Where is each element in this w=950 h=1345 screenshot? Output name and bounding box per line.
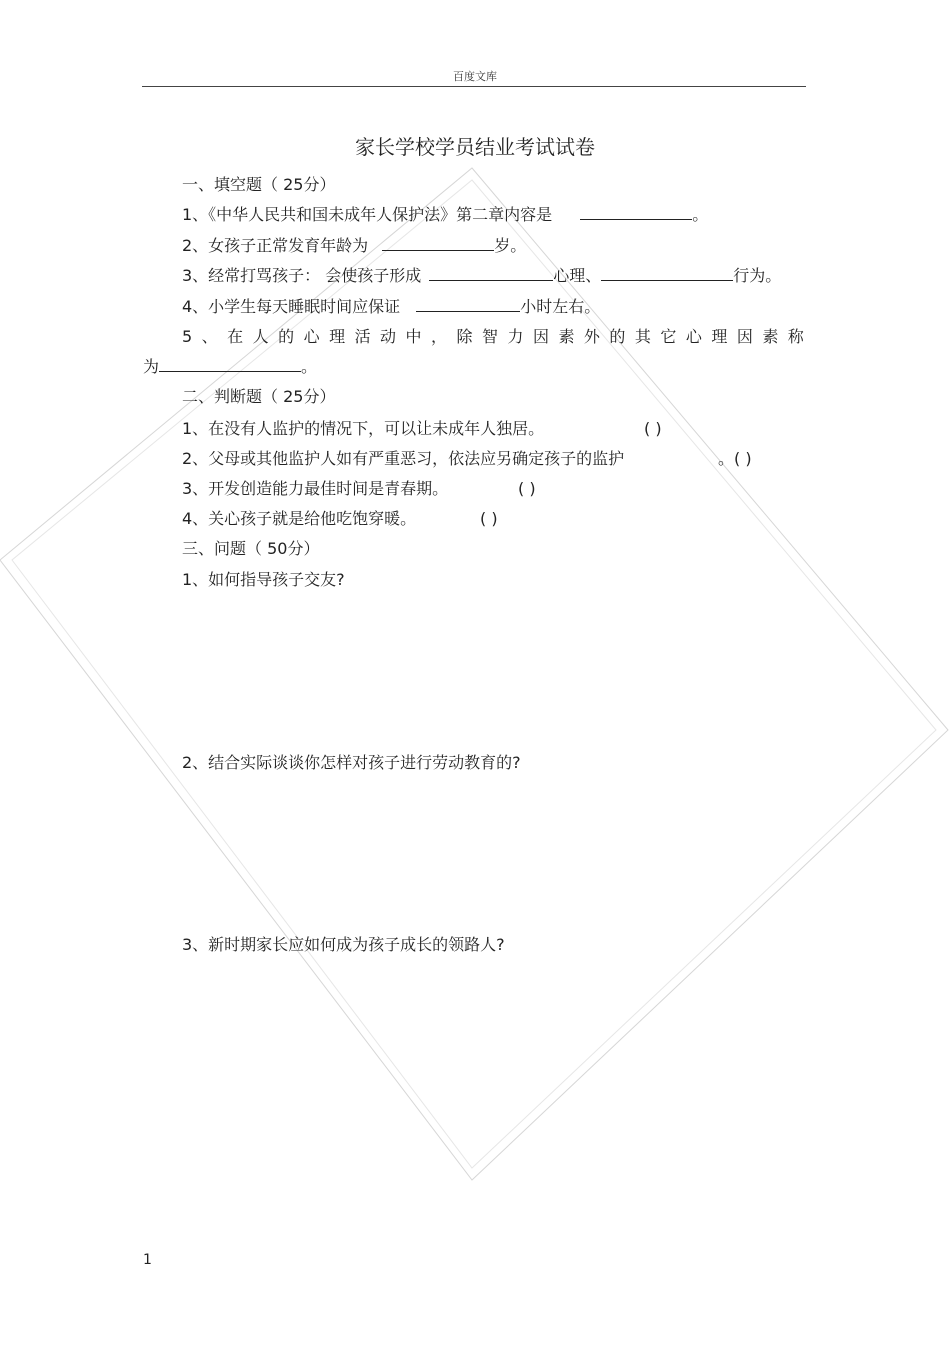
- answer-blank[interactable]: [416, 297, 520, 312]
- answer-blank[interactable]: [580, 205, 692, 220]
- answer-blank[interactable]: [429, 266, 553, 281]
- q5-char: 的: [278, 327, 295, 346]
- question-text: 2、父母或其他监护人如有严重恶习，依法应另确定孩子的监护: [182, 449, 625, 468]
- q5-char: 心: [303, 327, 320, 346]
- q5-char: 称: [787, 327, 804, 346]
- question-end: 行为。: [733, 266, 782, 285]
- judge-answer-paren[interactable]: ( ): [518, 479, 536, 498]
- section1-heading: 一、填空题（ 25分）: [182, 175, 336, 194]
- fill-question-4: [182, 297, 600, 317]
- q5-char: 素: [558, 327, 575, 346]
- q5-char: 人: [252, 327, 269, 346]
- section2-heading: 二、判断题（ 25分）: [182, 387, 336, 406]
- question-end: 岁。: [494, 236, 527, 255]
- q5-char: 力: [507, 327, 524, 346]
- q5-char: ，: [431, 327, 448, 346]
- q5-char: 它: [660, 327, 677, 346]
- fill-question-5-line2: [143, 357, 317, 377]
- answer-blank[interactable]: [382, 236, 494, 251]
- page-number: 1: [143, 1252, 152, 1268]
- fill-question-5-line1: [182, 327, 804, 347]
- section3-heading: 三、问题（ 50分）: [182, 539, 320, 558]
- q5-char: 因: [736, 327, 753, 346]
- fill-question-1: [182, 205, 708, 225]
- q5-char: 中: [405, 327, 422, 346]
- q5-char: 动: [380, 327, 397, 346]
- q5-char: 外: [583, 327, 600, 346]
- exam-title: 家长学校学员结业考试试卷: [355, 135, 595, 159]
- q5-char: 、: [201, 327, 218, 346]
- q5-char: 理: [711, 327, 728, 346]
- q5-char: 其: [634, 327, 651, 346]
- question-text: 为: [143, 357, 160, 376]
- answer-blank[interactable]: [601, 266, 733, 281]
- question-text: 2、女孩子正常发育年龄为: [182, 236, 369, 255]
- q5-char: 在: [227, 327, 244, 346]
- q5-char: 5: [182, 327, 193, 346]
- q5-char: 智: [481, 327, 498, 346]
- question-text: 4、小学生每天睡眠时间应保证: [182, 297, 401, 316]
- judge-question-2: [182, 449, 624, 469]
- page-header: 百度文库: [453, 70, 497, 83]
- question-text: 1、在没有人监护的情况下，可以让未成年人独居。: [182, 419, 545, 438]
- answer-blank[interactable]: [159, 357, 301, 372]
- question-text: 4、关心孩子就是给他吃饱穿暖。: [182, 509, 417, 528]
- question-text: 3、开发创造能力最佳时间是青春期。: [182, 479, 449, 498]
- judge-answer-paren[interactable]: ( ): [480, 509, 498, 528]
- question-end: 。: [692, 205, 709, 224]
- fill-question-2: [182, 236, 526, 256]
- essay-question-2: 2、结合实际谈谈你怎样对孩子进行劳动教育的?: [182, 753, 521, 772]
- question-end: 。: [301, 357, 318, 376]
- judge-question-3: [182, 479, 448, 499]
- q5-char: 素: [762, 327, 779, 346]
- fill-question-3: [182, 266, 781, 286]
- question-text: 1、《中华人民共和国未成年人保护法》第二章内容是: [182, 205, 553, 224]
- essay-question-1: 1、如何指导孩子交友?: [182, 570, 345, 589]
- question-text: 3、经常打骂孩子： 会使孩子形成: [182, 266, 422, 285]
- header-rule: [142, 86, 806, 87]
- judge-question-4: [182, 509, 416, 529]
- q5-char: 理: [329, 327, 346, 346]
- judge-answer-paren[interactable]: ( ): [644, 419, 662, 438]
- judge-question-1: [182, 419, 544, 439]
- q5-char: 心: [685, 327, 702, 346]
- q5-char: 的: [609, 327, 626, 346]
- judge-answer-paren[interactable]: 。( ): [718, 449, 752, 468]
- q5-char: 活: [354, 327, 371, 346]
- question-mid: 心理、: [553, 266, 602, 285]
- essay-question-3: 3、新时期家长应如何成为孩子成长的领路人?: [182, 935, 505, 954]
- q5-char: 因: [532, 327, 549, 346]
- q5-char: 除: [456, 327, 473, 346]
- question-end: 小时左右。: [520, 297, 601, 316]
